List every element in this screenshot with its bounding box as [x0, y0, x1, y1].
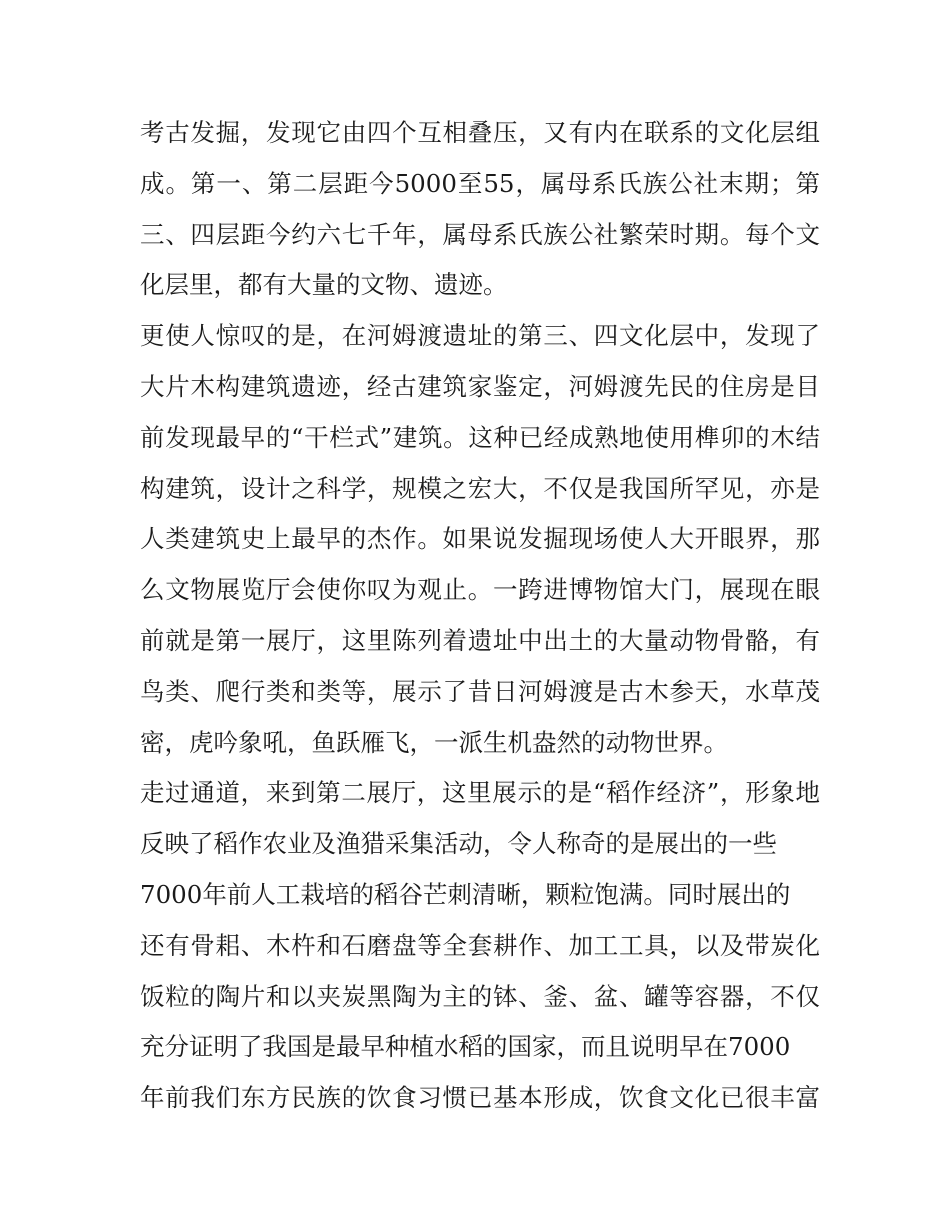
text-line: 年前我们东方民族的饮食习惯已基本形成，饮食文化已很丰富 [140, 1083, 820, 1113]
text-line: 鸟类、爬行类和类等，展示了昔日河姆渡是古木参天，水草茂 [140, 676, 820, 706]
text-line: 更使人惊叹的是，在河姆渡遗址的第三、四文化层中，发现了 [140, 321, 820, 351]
text-line: 大片木构建筑遗迹，经古建筑家鉴定，河姆渡先民的住房是目 [140, 371, 820, 401]
text-line: 么文物展览厅会使你叹为观止。一跨进博物馆大门，展现在眼 [140, 575, 820, 605]
text-line: 密，虎吟象吼，鱼跃雁飞，一派生机盎然的动物世界。 [140, 727, 728, 757]
text-line: 考古发掘，发现它由四个互相叠压，又有内在联系的文化层组 [140, 118, 820, 147]
text-line: 化层里，都有大量的文物、遗迹。 [140, 270, 508, 300]
text-line: 还有骨耜、木杵和石磨盘等全套耕作、加工工具，以及带炭化 [140, 930, 820, 960]
text-line: 7000年前人工栽培的稻谷芒刺清晰，颗粒饱满。同时展出的 [140, 879, 791, 909]
text-line: 走过通道，来到第二展厅，这里展示的是“稻作经济”，形象地 [140, 778, 820, 808]
text-line: 饭粒的陶片和以夹炭黑陶为主的钵、釜、盆、罐等容器，不仅 [140, 981, 820, 1011]
body-text [140, 108, 820, 1124]
text-line: 反映了稻作农业及渔猎采集活动，令人称奇的是展出的一些 [140, 829, 777, 859]
text-line: 充分证明了我国是最早种植水稻的国家，而且说明早在7000 [140, 1032, 791, 1062]
text-line: 构建筑，设计之科学，规模之宏大，不仅是我国所罕见，亦是 [140, 473, 820, 503]
text-line: 人类建筑史上最早的杰作。如果说发掘现场使人大开眼界，那 [140, 524, 820, 554]
text-line: 前就是第一展厅，这里陈列着遗址中出土的大量动物骨骼，有 [140, 625, 820, 655]
text-line: 前发现最早的“干栏式”建筑。这种已经成熟地使用榫卯的木结 [140, 422, 820, 452]
text-line: 成。第一、第二层距今5000至55，属母系氏族公社末期；第 [140, 168, 820, 198]
text-line: 三、四层距今约六七千年，属母系氏族公社繁荣时期。每个文 [140, 219, 820, 249]
